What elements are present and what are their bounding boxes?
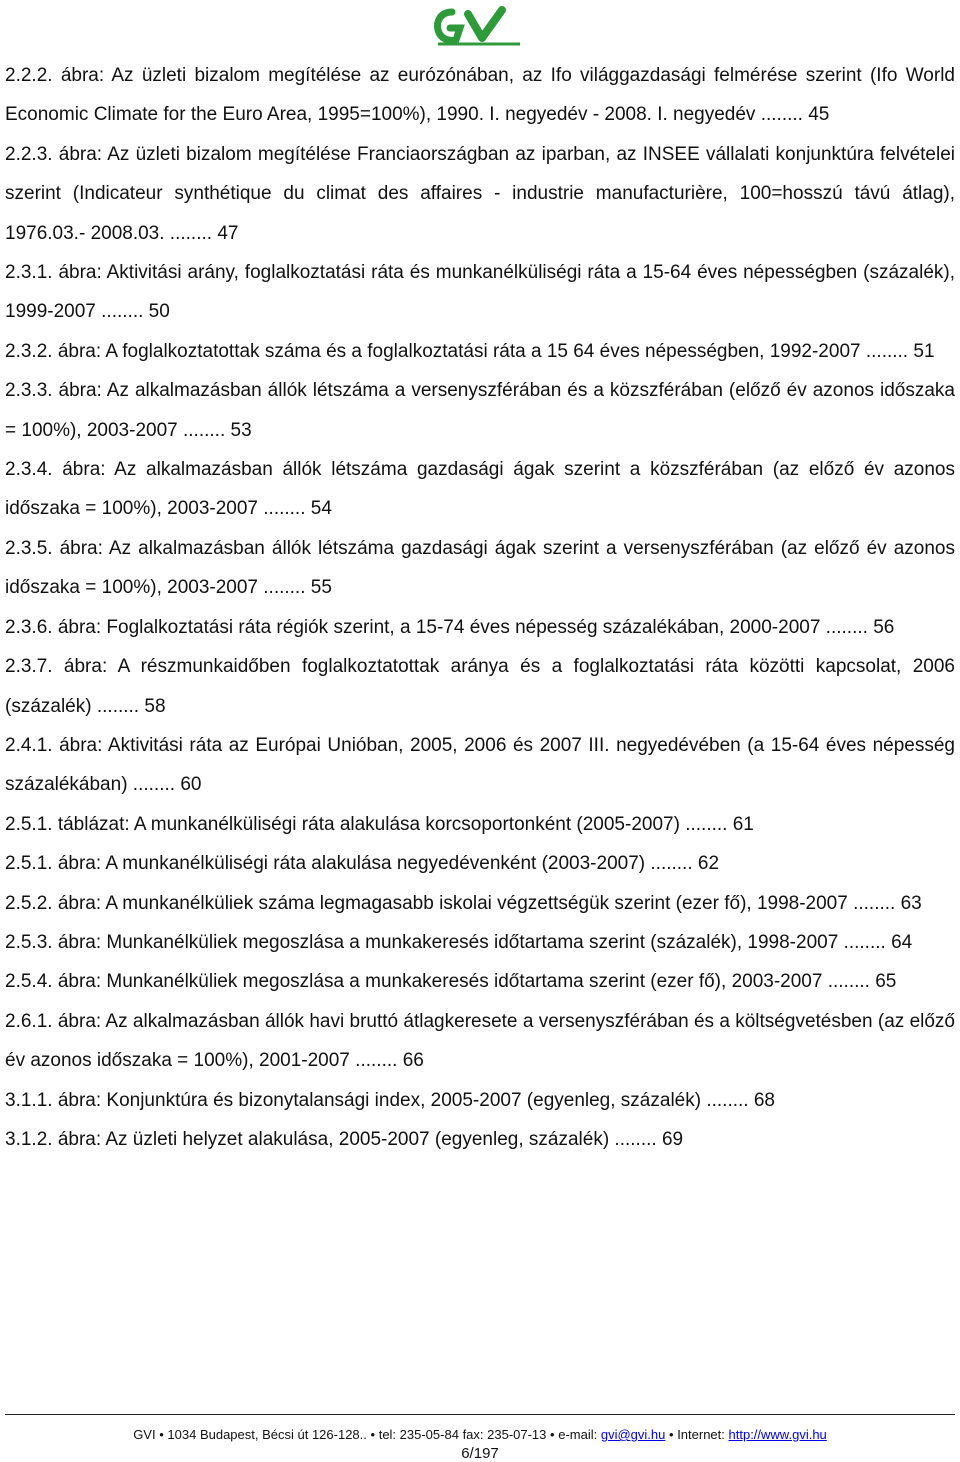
toc-entry-title: 2.5.4. ábra: Munkanélküliek megoszlása a munkakeresés időtartama szerint (ezer fő), 2003-2007 <box>5 971 823 993</box>
toc-entry[interactable] <box>5 253 955 332</box>
toc-entry-page: 61 <box>732 813 754 835</box>
dot-leader: ........ <box>349 1050 398 1072</box>
bullet-icon: • <box>550 1427 555 1442</box>
toc-entry[interactable] <box>5 608 955 647</box>
toc-entry[interactable] <box>5 1081 955 1120</box>
footer-address: 1034 Budapest, Bécsi út 126-128.. <box>167 1427 367 1442</box>
toc-entry[interactable] <box>5 884 955 923</box>
toc-entry-title: 2.4.1. ábra: Aktivitási ráta az Európai Unióban, 2005, 2006 és 2007 III. negyedévében (a 15-64 éves népesség százalékában) <box>5 734 955 796</box>
dot-leader: ........ <box>609 1128 657 1150</box>
toc-entry-page: 58 <box>144 695 166 717</box>
toc-entry-title: 2.3.6. ábra: Foglalkoztatási ráta régiók szerint, a 15-74 éves népesség százalékában, 2000-2007 <box>5 616 821 638</box>
toc-entry-title: 3.1.2. ábra: Az üzleti helyzet alakulása, 2005-2007 (egyenleg, százalék) <box>5 1128 610 1150</box>
dot-leader: ........ <box>95 301 144 323</box>
toc-entry[interactable] <box>5 647 955 726</box>
footer-web-link[interactable]: http://www.gvi.hu <box>728 1427 827 1442</box>
dot-leader: ........ <box>860 340 909 362</box>
toc-entry-page: 51 <box>913 340 935 362</box>
toc-entry-page: 53 <box>230 419 252 441</box>
gvi-logo-icon <box>430 4 530 48</box>
footer-fax: fax: 235-07-13 <box>462 1427 547 1442</box>
toc-entry-page: 50 <box>148 301 170 323</box>
toc-entry-title: 2.5.3. ábra: Munkanélküliek megoszlása a munkakeresés időtartama szerint (százalék), 1998-2007 <box>5 931 839 953</box>
toc-entry-title: 2.3.2. ábra: A foglalkoztatottak száma és a foglalkoztatási ráta a 15 64 éves népességben, 1992-2007 <box>5 340 861 362</box>
dot-leader: ........ <box>177 419 226 441</box>
dot-leader: ........ <box>847 892 896 914</box>
toc-entry-title: 2.3.5. ábra: Az alkalmazásban állók létszáma gazdasági ágak szerint a versenyszférában (az előző év azonos időszaka = 100%), 2003-2007 <box>5 537 955 599</box>
toc-entry-title: 2.6.1. ábra: Az alkalmazásban állók havi bruttó átlagkeresete a versenyszférában és a költségvetésben (az előző év azonos időszaka = 100%), 2001-2007 <box>5 1010 955 1072</box>
toc-entry-page: 56 <box>873 616 895 638</box>
toc-entry-title: 2.5.1. táblázat: A munkanélküliségi ráta alakulása korcsoportonként (2005-2007) <box>5 813 680 835</box>
toc-entry-page: 60 <box>180 774 202 796</box>
dot-leader: ........ <box>645 853 693 875</box>
table-of-figures <box>5 56 955 1159</box>
toc-entry-page: 64 <box>891 931 913 953</box>
toc-entry-title: 2.5.1. ábra: A munkanélküliségi ráta alakulása negyedévenként (2003-2007) <box>5 853 646 875</box>
toc-entry[interactable] <box>5 726 955 805</box>
toc-entry-page: 47 <box>217 222 239 244</box>
toc-entry-page: 68 <box>753 1089 775 1111</box>
toc-entry-page: 63 <box>900 892 922 914</box>
footer-divider <box>5 1414 955 1415</box>
dot-leader: ........ <box>257 577 306 599</box>
toc-entry-page: 45 <box>808 104 830 126</box>
dot-leader: ........ <box>820 616 868 638</box>
toc-entry-title: 2.2.2. ábra: Az üzleti bizalom megítélése az eurózónában, az Ifo világgazdasági felmérése szerint (Ifo World Economic Climate for the Euro Area, 1995=100%), 1990. I. negyedév - 2008. I. negyedév <box>5 65 955 126</box>
toc-entry-title: 2.3.7. ábra: A részmunkaidőben foglalkoztatottak aránya és a foglalkoztatási ráta közötti kapcsolat, 2006 (százalék) <box>5 656 955 717</box>
toc-entry[interactable] <box>5 135 955 253</box>
toc-entry-page: 66 <box>402 1050 424 1072</box>
toc-entry[interactable] <box>5 962 955 1001</box>
bullet-icon: • <box>669 1427 674 1442</box>
toc-entry[interactable] <box>5 56 955 135</box>
footer-email-link[interactable]: gvi@gvi.hu <box>600 1427 666 1442</box>
toc-entry[interactable] <box>5 1002 955 1081</box>
dot-leader: ........ <box>127 774 176 796</box>
footer-org: GVI <box>133 1427 156 1442</box>
toc-entry-title: 2.3.1. ábra: Aktivitási arány, foglalkoztatási ráta és munkanélküliségi ráta a 15-64 éves népességben (százalék), 1999-2007 <box>5 262 955 323</box>
toc-entry[interactable] <box>5 332 955 371</box>
toc-entry-title: 2.5.2. ábra: A munkanélküliek száma legmagasabb iskolai végzettségük szerint (ezer fő), 1998-2007 <box>5 892 848 914</box>
toc-entry-title: 2.2.3. ábra: Az üzleti bizalom megítélése Franciaországban az iparban, az INSEE vállalati konjunktúra felvételei szerint (Indicateur synthétique du climat des affaires - industrie manufacturière, 100=hosszú távú átlag), 1976.03.- 2008.03. <box>5 143 955 244</box>
toc-entry[interactable] <box>5 844 955 883</box>
bullet-icon: • <box>159 1427 164 1442</box>
toc-entry[interactable] <box>5 450 955 529</box>
dot-leader: ........ <box>679 813 728 835</box>
page-number: 6/197 <box>461 1445 499 1462</box>
bullet-icon: • <box>370 1427 376 1442</box>
footer-phone: tel: 235-05-84 <box>378 1427 459 1442</box>
dot-leader: ........ <box>755 104 803 126</box>
toc-entry-page: 65 <box>875 971 897 993</box>
dot-leader: ........ <box>91 695 140 717</box>
toc-entry-page: 69 <box>661 1128 684 1150</box>
dot-leader: ........ <box>701 1089 749 1111</box>
dot-leader: ........ <box>822 971 870 993</box>
toc-entry-title: 2.3.3. ábra: Az alkalmazásban állók létszáma a versenyszférában és a közszférában (előző év azonos időszaka = 100%), 2003-2007 <box>5 380 955 441</box>
toc-entry[interactable] <box>5 371 955 450</box>
toc-entry-title: 2.3.4. ábra: Az alkalmazásban állók létszáma gazdasági ágak szerint a közszférában (az előző év azonos időszaka = 100%), 2003-2007 <box>5 459 955 520</box>
dot-leader: ........ <box>838 931 886 953</box>
footer-email-label: e-mail: <box>558 1427 598 1442</box>
toc-entry-page: 55 <box>310 577 332 599</box>
toc-entry[interactable] <box>5 1120 955 1159</box>
toc-entry-page: 62 <box>697 853 720 875</box>
toc-entry-page: 54 <box>310 498 332 520</box>
toc-entry[interactable] <box>5 923 955 962</box>
footer <box>0 1426 960 1444</box>
toc-entry[interactable] <box>5 805 955 844</box>
toc-entry[interactable] <box>5 529 955 608</box>
footer-web-label: Internet: <box>677 1427 725 1442</box>
dot-leader: ........ <box>164 222 213 244</box>
toc-entry-title: 3.1.1. ábra: Konjunktúra és bizonytalansági index, 2005-2007 (egyenleg, százalék) <box>5 1089 702 1111</box>
dot-leader: ........ <box>257 498 306 520</box>
